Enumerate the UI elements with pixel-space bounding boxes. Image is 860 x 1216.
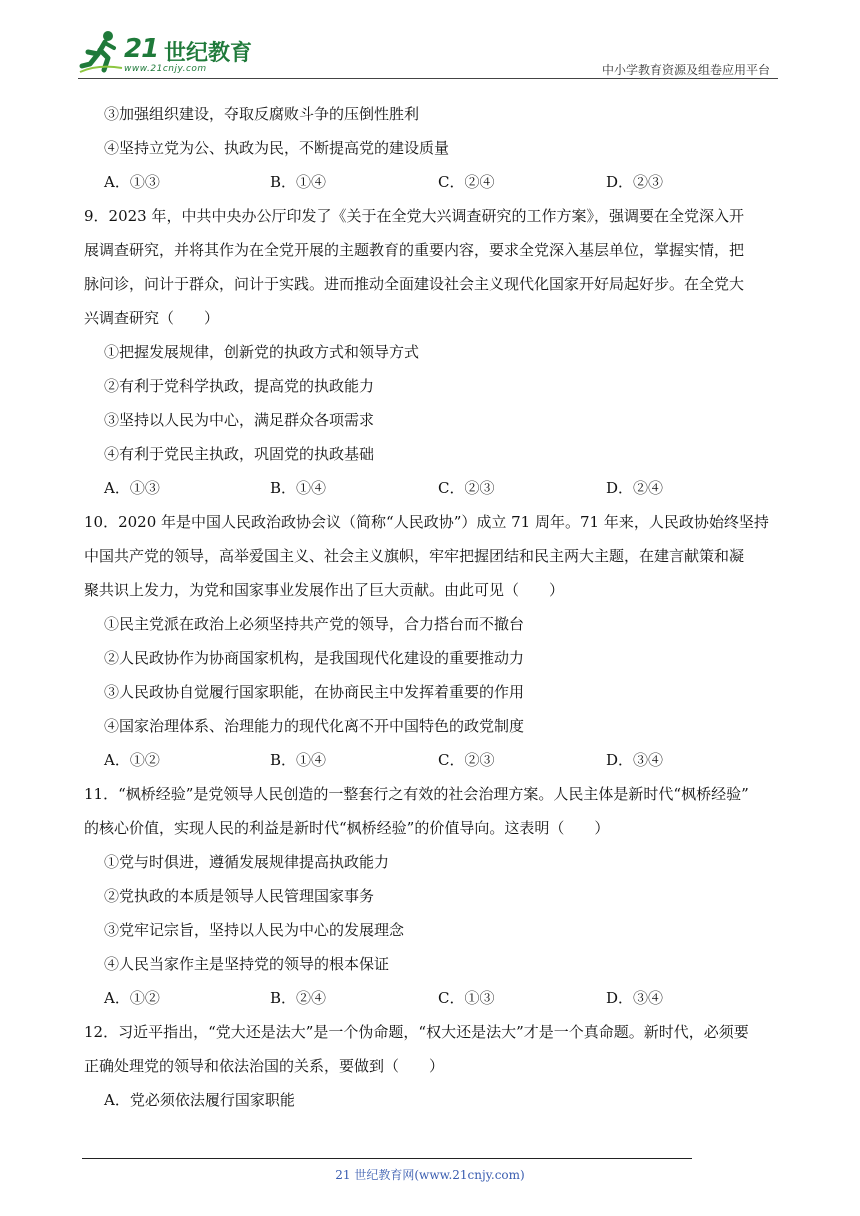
q10-stem-line-3: 聚共识上发力，为党和国家事业发展作出了巨大贡献。由此可见（ ） bbox=[84, 581, 565, 599]
q10-choice-b[interactable]: B．①④ bbox=[270, 751, 327, 769]
runner-icon bbox=[78, 28, 124, 74]
q10-choice-c[interactable]: C．②③ bbox=[438, 751, 495, 769]
q8-option-3: ③加强组织建设，夺取反腐败斗争的压倒性胜利 bbox=[104, 105, 420, 123]
q9-option-2: ②有利于党科学执政，提高党的执政能力 bbox=[104, 377, 375, 395]
q8-choice-c[interactable]: C．②④ bbox=[438, 173, 495, 191]
q11-choice-c[interactable]: C．①③ bbox=[438, 989, 495, 1007]
q12-stem-line-1: 12．习近平指出，“党大还是法大”是一个伪命题，“权大还是法大”才是一个真命题。新时代，必须要 bbox=[84, 1023, 749, 1041]
q11-choice-d[interactable]: D．③④ bbox=[606, 989, 664, 1007]
q11-option-4: ④人民当家作主是坚持党的领导的根本保证 bbox=[104, 955, 390, 973]
q9-stem-line-4: 兴调查研究（ ） bbox=[84, 309, 220, 327]
q11-option-1: ①党与时俱进，遵循发展规律提高执政能力 bbox=[104, 853, 390, 871]
footer-link[interactable]: 21 世纪教育网(www.21cnjy.com) bbox=[335, 1168, 525, 1182]
logo-number: 21 bbox=[124, 34, 159, 64]
q10-option-2: ②人民政协作为协商国家机构，是我国现代化建设的重要推动力 bbox=[104, 649, 525, 667]
q11-choice-a[interactable]: A．①② bbox=[104, 989, 160, 1007]
q8-choice-b[interactable]: B．①④ bbox=[270, 173, 327, 191]
q8-choice-d[interactable]: D．②③ bbox=[606, 173, 664, 191]
logo-text: 世纪教育 bbox=[164, 41, 253, 66]
q12-stem-line-2: 正确处理党的领导和依法治国的关系，要做到（ ） bbox=[84, 1057, 445, 1075]
q9-stem-line-3: 脉问诊，问计于群众，问计于实践。进而推动全面建设社会主义现代化国家开好局起好步。在全党大 bbox=[84, 275, 745, 293]
q9-choice-a[interactable]: A．①③ bbox=[104, 479, 160, 497]
q10-option-3: ③人民政协自觉履行国家职能，在协商民主中发挥着重要的作用 bbox=[104, 683, 525, 701]
q9-stem-line-2: 展调查研究，并将其作为在全党开展的主题教育的重要内容，要求全党深入基层单位，掌握实情，把 bbox=[84, 241, 745, 259]
q9-option-1: ①把握发展规律，创新党的执政方式和领导方式 bbox=[104, 343, 420, 361]
q11-option-2: ②党执政的本质是领导人民管理国家事务 bbox=[104, 887, 375, 905]
q10-stem-line-2: 中国共产党的领导，高举爱国主义、社会主义旗帜，牢牢把握团结和民主两大主题，在建言献策和凝 bbox=[84, 547, 745, 565]
page-header bbox=[78, 28, 778, 80]
q10-option-1: ①民主党派在政治上必须坚持共产党的领导，合力搭台而不撤台 bbox=[104, 615, 525, 633]
header-divider bbox=[78, 78, 778, 79]
logo-url: www.21cnjy.com bbox=[124, 64, 207, 74]
q11-stem-line-1: 11．“枫桥经验”是党领导人民创造的一整套行之有效的社会治理方案。人民主体是新时代“枫桥经验” bbox=[84, 785, 749, 803]
q10-choice-a[interactable]: A．①② bbox=[104, 751, 160, 769]
q10-option-4: ④国家治理体系、治理能力的现代化离不开中国特色的政党制度 bbox=[104, 717, 525, 735]
platform-name: 中小学教育资源及组卷应用平台 bbox=[601, 63, 770, 77]
q10-stem-line-1: 10．2020 年是中国人民政治政协会议（简称“人民政协”）成立 71 周年。71 年来，人民政协始终坚持 bbox=[84, 513, 769, 531]
q9-choice-d[interactable]: D．②④ bbox=[606, 479, 664, 497]
q9-choice-c[interactable]: C．②③ bbox=[438, 479, 495, 497]
q10-choice-d[interactable]: D．③④ bbox=[606, 751, 664, 769]
q11-option-3: ③党牢记宗旨，坚持以人民为中心的发展理念 bbox=[104, 921, 405, 939]
q8-option-4: ④坚持立党为公、执政为民，不断提高党的建设质量 bbox=[104, 139, 450, 157]
q8-choice-a[interactable]: A．①③ bbox=[104, 173, 160, 191]
q9-stem-line-1: 9．2023 年，中共中央办公厅印发了《关于在全党大兴调查研究的工作方案》，强调要在全党深入开 bbox=[84, 207, 744, 225]
q11-choice-b[interactable]: B．②④ bbox=[270, 989, 327, 1007]
q11-stem-line-2: 的核心价值，实现人民的利益是新时代“枫桥经验”的价值导向。这表明（ ） bbox=[84, 819, 610, 837]
q9-choice-b[interactable]: B．①④ bbox=[270, 479, 327, 497]
footer-divider bbox=[82, 1158, 692, 1159]
q12-choice-a[interactable]: A．党必须依法履行国家职能 bbox=[104, 1091, 295, 1109]
q9-option-4: ④有利于党民主执政，巩固党的执政基础 bbox=[104, 445, 375, 463]
q9-option-3: ③坚持以人民为中心，满足群众各项需求 bbox=[104, 411, 375, 429]
site-logo[interactable] bbox=[78, 28, 258, 76]
